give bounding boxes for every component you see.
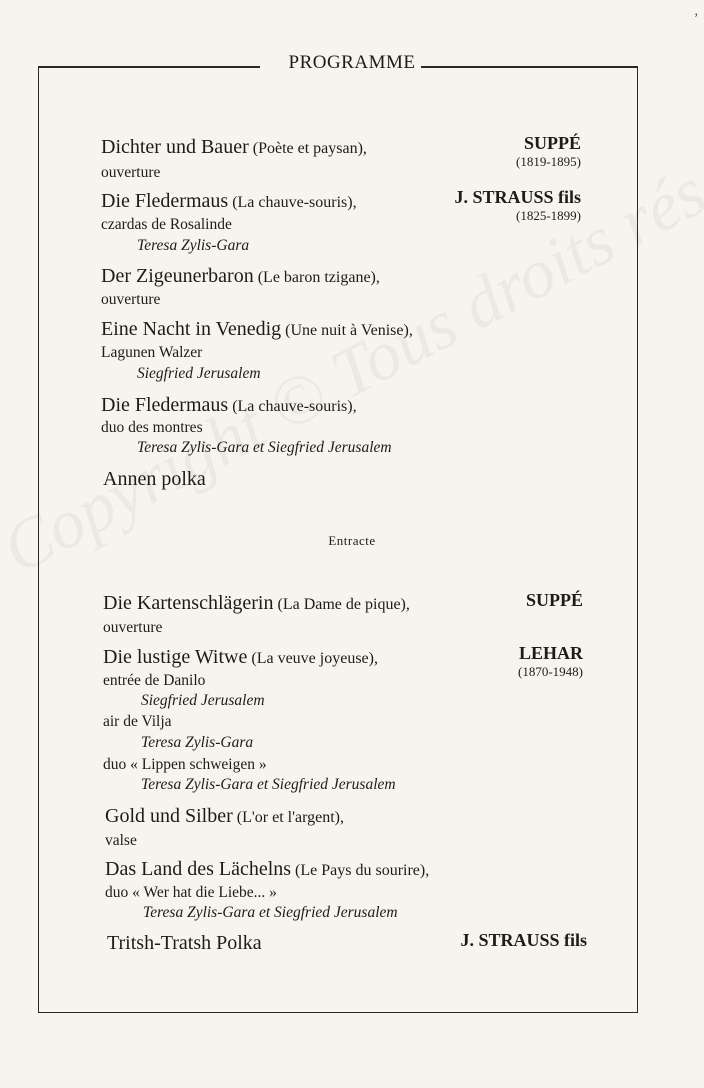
work-title: Der Zigeunerbaron [101, 265, 254, 287]
performer: Teresa Zylis-Gara [141, 734, 254, 751]
piece-die-kartenschlagerin [103, 592, 410, 615]
composer-suppe: SUPPÉ [525, 590, 583, 610]
page-marker: , [694, 4, 698, 19]
piece-subtitle: duo « Lippen schweigen » [103, 756, 267, 773]
piece-annen-polka: Annen polka [103, 468, 206, 490]
composer-suppe: SUPPÉ [523, 133, 581, 153]
piece-subtitle: ouverture [101, 291, 161, 308]
piece-subtitle: Lagunen Walzer [101, 344, 203, 361]
work-title: Gold und Silber [105, 805, 233, 827]
piece-subtitle: duo des montres [101, 419, 203, 436]
composer-dates: (1825-1899) [516, 208, 581, 223]
composer-lehar: LEHAR [518, 643, 583, 663]
work-title: Das Land des Lächelns [105, 858, 292, 880]
piece-eine-nacht-in-venedig [101, 318, 413, 341]
work-title: Dichter und Bauer [101, 136, 249, 158]
composer-dates: (1870-1948) [518, 664, 583, 679]
piece-die-fledermaus [101, 190, 357, 213]
work-title: Eine Nacht in Venedig [101, 318, 282, 340]
performer: Teresa Zylis-Gara [137, 237, 250, 254]
performer: Siegfried Jerusalem [141, 692, 265, 709]
french-title: (Le Pays du sourire), [295, 862, 430, 879]
work-title: Die lustige Witwe [103, 646, 248, 668]
piece-subtitle: air de Vilja [103, 713, 172, 730]
piece-subtitle: ouverture [103, 619, 163, 636]
piece-subtitle: czardas de Rosalinde [101, 216, 232, 233]
piece-tritsh-tratsh-polka: Tritsh-Tratsh Polka [107, 932, 262, 954]
piece-die-lustige-witwe [103, 646, 378, 669]
programme-title: PROGRAMME [0, 52, 704, 74]
composer-strauss: J. STRAUSS fils [460, 930, 587, 950]
work-title: Die Kartenschlägerin [103, 592, 274, 614]
piece-subtitle: ouverture [101, 164, 161, 181]
composer-strauss: J. STRAUSS fils [454, 187, 581, 207]
work-title: Die Fledermaus [101, 190, 229, 212]
piece-subtitle: duo « Wer hat die Liebe... » [105, 884, 277, 901]
french-title: (Le baron tzigane), [257, 269, 380, 286]
french-title: (Poète et paysan), [252, 140, 367, 157]
piece-dichter-und-bauer [101, 136, 367, 159]
performer: Siegfried Jerusalem [137, 365, 261, 382]
work-title: Die Fledermaus [101, 394, 229, 416]
piece-gold-und-silber [105, 805, 344, 828]
french-title: (La Dame de pique), [277, 596, 410, 613]
piece-der-zigeunerbaron [101, 265, 380, 288]
intermission-label: Entracte [328, 533, 376, 548]
piece-die-fledermaus-duo [101, 394, 357, 417]
composer-dates: (1819-1895) [516, 154, 581, 169]
performer: Teresa Zylis-Gara et Siegfried Jerusalem [143, 904, 398, 921]
performer: Teresa Zylis-Gara et Siegfried Jerusalem [141, 776, 396, 793]
piece-subtitle: entrée de Danilo [103, 672, 206, 689]
piece-subtitle: valse [105, 832, 137, 849]
french-title: (L'or et l'argent), [236, 809, 344, 826]
french-title: (La chauve-souris), [232, 194, 357, 211]
performer: Teresa Zylis-Gara et Siegfried Jerusalem [137, 439, 392, 456]
french-title: (Une nuit à Venise), [285, 322, 413, 339]
piece-das-land-des-lachelns [105, 858, 429, 881]
french-title: (La veuve joyeuse), [251, 650, 378, 667]
french-title: (La chauve-souris), [232, 398, 357, 415]
